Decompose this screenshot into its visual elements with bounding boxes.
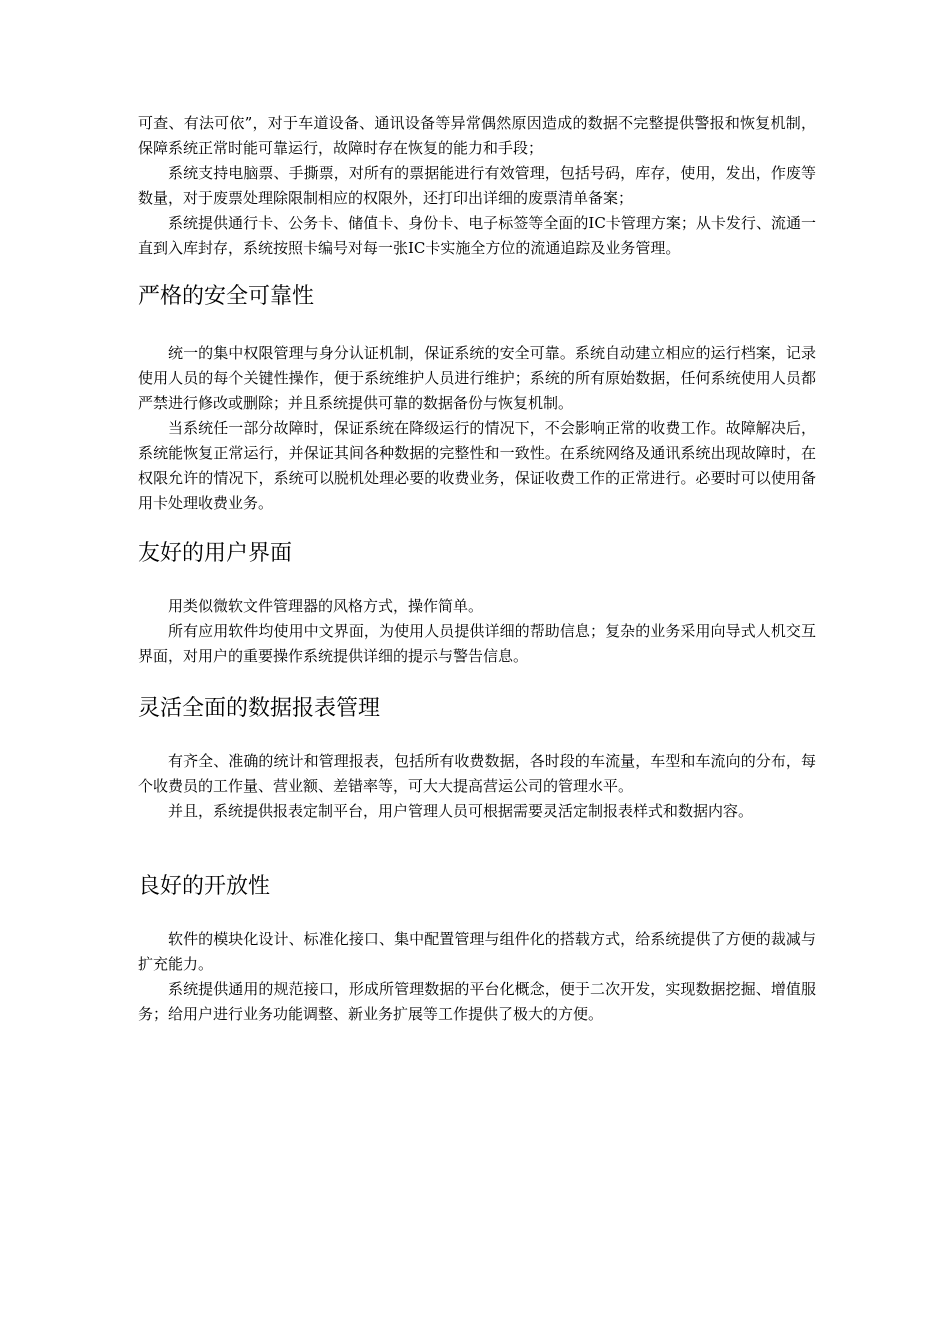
- ui-paragraph-2: 所有应用软件均使用中文界面，为使用人员提供详细的帮助信息；复杂的业务采用向导式人机交互界面，对用户的重要操作系统提供详细的提示与警告信息。: [138, 622, 816, 665]
- intro-paragraph-1: 可查、有法可依”，对于车道设备、通讯设备等异常偶然原因造成的数据不完整提供警报和恢复机制，保障系统正常时能可靠运行，故障时存在恢复的能力和手段；: [138, 114, 816, 157]
- intro-paragraph-3: 系统提供通行卡、公务卡、储值卡、身份卡、电子标签等全面的IC卡管理方案；从卡发行、流通一直到入库封存，系统按照卡编号对每一张IC卡实施全方位的流通追踪及业务管理。: [138, 214, 816, 257]
- section-heading-openness: 良好的开放性: [138, 874, 271, 899]
- section-heading-reports: 灵活全面的数据报表管理: [138, 696, 381, 721]
- reports-paragraph-2: 并且，系统提供报表定制平台，用户管理人员可根据需要灵活定制报表样式和数据内容。: [168, 802, 754, 820]
- security-paragraph-2: 当系统任一部分故障时，保证系统在降级运行的情况下，不会影响正常的收费工作。故障解决后，系统能恢复正常运行，并保证其间各种数据的完整性和一致性。在系统网络及通讯系统出现故障时，在权限允许的情况下，系统可以脱机处理必要的收费业务，保证收费工作的正常进行。必要时可以使用备用卡处理收费业务。: [138, 419, 816, 512]
- reports-paragraph-1: 有齐全、准确的统计和管理报表，包括所有收费数据，各时段的车流量，车型和车流向的分布，每个收费员的工作量、营业额、差错率等，可大大提高营运公司的管理水平。: [138, 752, 816, 795]
- section-heading-ui: 友好的用户界面: [138, 541, 293, 566]
- openness-paragraph-1: 软件的模块化设计、标准化接口、集中配置管理与组件化的搭载方式，给系统提供了方便的裁减与扩充能力。: [138, 930, 816, 973]
- ui-paragraph-1: 用类似微软文件管理器的风格方式，操作简单。: [168, 597, 484, 615]
- openness-paragraph-2: 系统提供通用的规范接口，形成所管理数据的平台化概念，便于二次开发，实现数据挖掘、增值服务；给用户进行业务功能调整、新业务扩展等工作提供了极大的方便。: [138, 980, 816, 1023]
- document-page: [138, 111, 816, 1027]
- intro-paragraph-2: 系统支持电脑票、手撕票，对所有的票据能进行有效管理，包括号码，库存，使用，发出，作废等数量，对于废票处理除限制相应的权限外，还打印出详细的废票清单备案；: [138, 164, 816, 207]
- section-heading-security: 严格的安全可靠性: [138, 284, 315, 309]
- security-paragraph-1: 统一的集中权限管理与身分认证机制，保证系统的安全可靠。系统自动建立相应的运行档案，记录使用人员的每个关键性操作，便于系统维护人员进行维护；系统的所有原始数据，任何系统使用人员都严禁进行修改或删除；并且系统提供可靠的数据备份与恢复机制。: [138, 344, 816, 412]
